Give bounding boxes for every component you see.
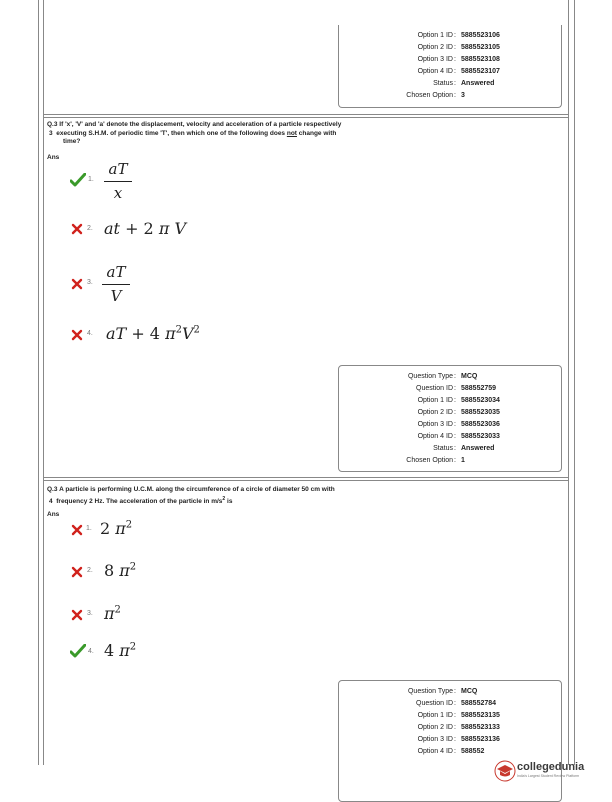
question-info-box-2: Question Type : MCQ Question ID : 588552784 Option 1 ID : 5885523135 Option 2 ID : 5885523133 Option 3 ID : 5885523136 Option 4 ID : 588552 [338,680,562,802]
answer-label-2: Ans [47,511,60,518]
option-number: 3. [87,279,93,286]
page-border-right-inner [568,0,569,765]
question-info-box-1: Question Type : MCQ Question ID : 588552759 Option 1 ID : 5885523034 Option 2 ID : 5885523035 Option 3 ID : 5885523036 Option 4 ID : 5885523033 Status : Answered Chosen Option : 1 [338,365,562,472]
question-text-1: Q.3 If 'x', 'V' and 'a' denote the displacement, velocity and acceleration of a particle respectively 3 executing S.H.M. of periodic time 'T', then which one of the following does not change with time? [47,121,342,145]
page-border-left-outer [38,0,39,765]
option-number: 4. [87,330,93,337]
option-number: 1. [88,176,94,183]
section-divider-2b [43,480,568,481]
option-1-formula: aT x [104,160,132,202]
option-number: 4. [88,648,94,655]
answer-label-1: Ans [47,154,60,161]
logo-name: collegedunia [517,761,585,773]
section-divider-1b [43,117,568,118]
graduation-cap-logo-icon [494,760,516,782]
wrong-cross-icon [71,566,83,578]
question-info-box-previous: Option 1 ID : 5885523106 Option 2 ID : 5885523105 Option 3 ID : 5885523108 Option 4 ID : 5885523107 Status : Answered Chosen Option : 3 [338,25,562,108]
option-1-formula: 2 $\pi^2$ [100,519,133,538]
wrong-cross-icon [71,278,83,290]
option-4-formula: aT + 4 $\pi^2V^2$ [106,324,200,343]
option-2-formula: at + 2 π V [104,219,186,238]
wrong-cross-icon [71,223,83,235]
section-divider-2 [43,477,568,478]
wrong-cross-icon [71,524,83,536]
section-divider-1 [43,114,568,115]
wrong-cross-icon [71,609,83,621]
option-2-formula: 8 $\pi^2$ [104,561,137,580]
option-number: 1. [86,525,92,532]
option-3-formula: $\pi^2$ [104,604,121,623]
option-3-formula: aT V [102,263,130,305]
question-text-2: Q.3 A particle is performing U.C.M. along the circumference of a circle of diameter 50 cm with 4 frequency 2 Hz. The acceleration of the particle in $m/s^2$ is [47,486,335,505]
logo-tagline: India's Largest Student Review Platform [517,774,580,778]
correct-check-icon [70,173,86,187]
option-number: 2. [87,567,93,574]
correct-check-icon [70,644,86,658]
option-number: 3. [87,610,93,617]
page-border-right-outer [574,0,575,765]
option-4-formula: 4 $\pi^2$ [104,641,137,660]
wrong-cross-icon [71,329,83,341]
option-number: 2. [87,225,93,232]
